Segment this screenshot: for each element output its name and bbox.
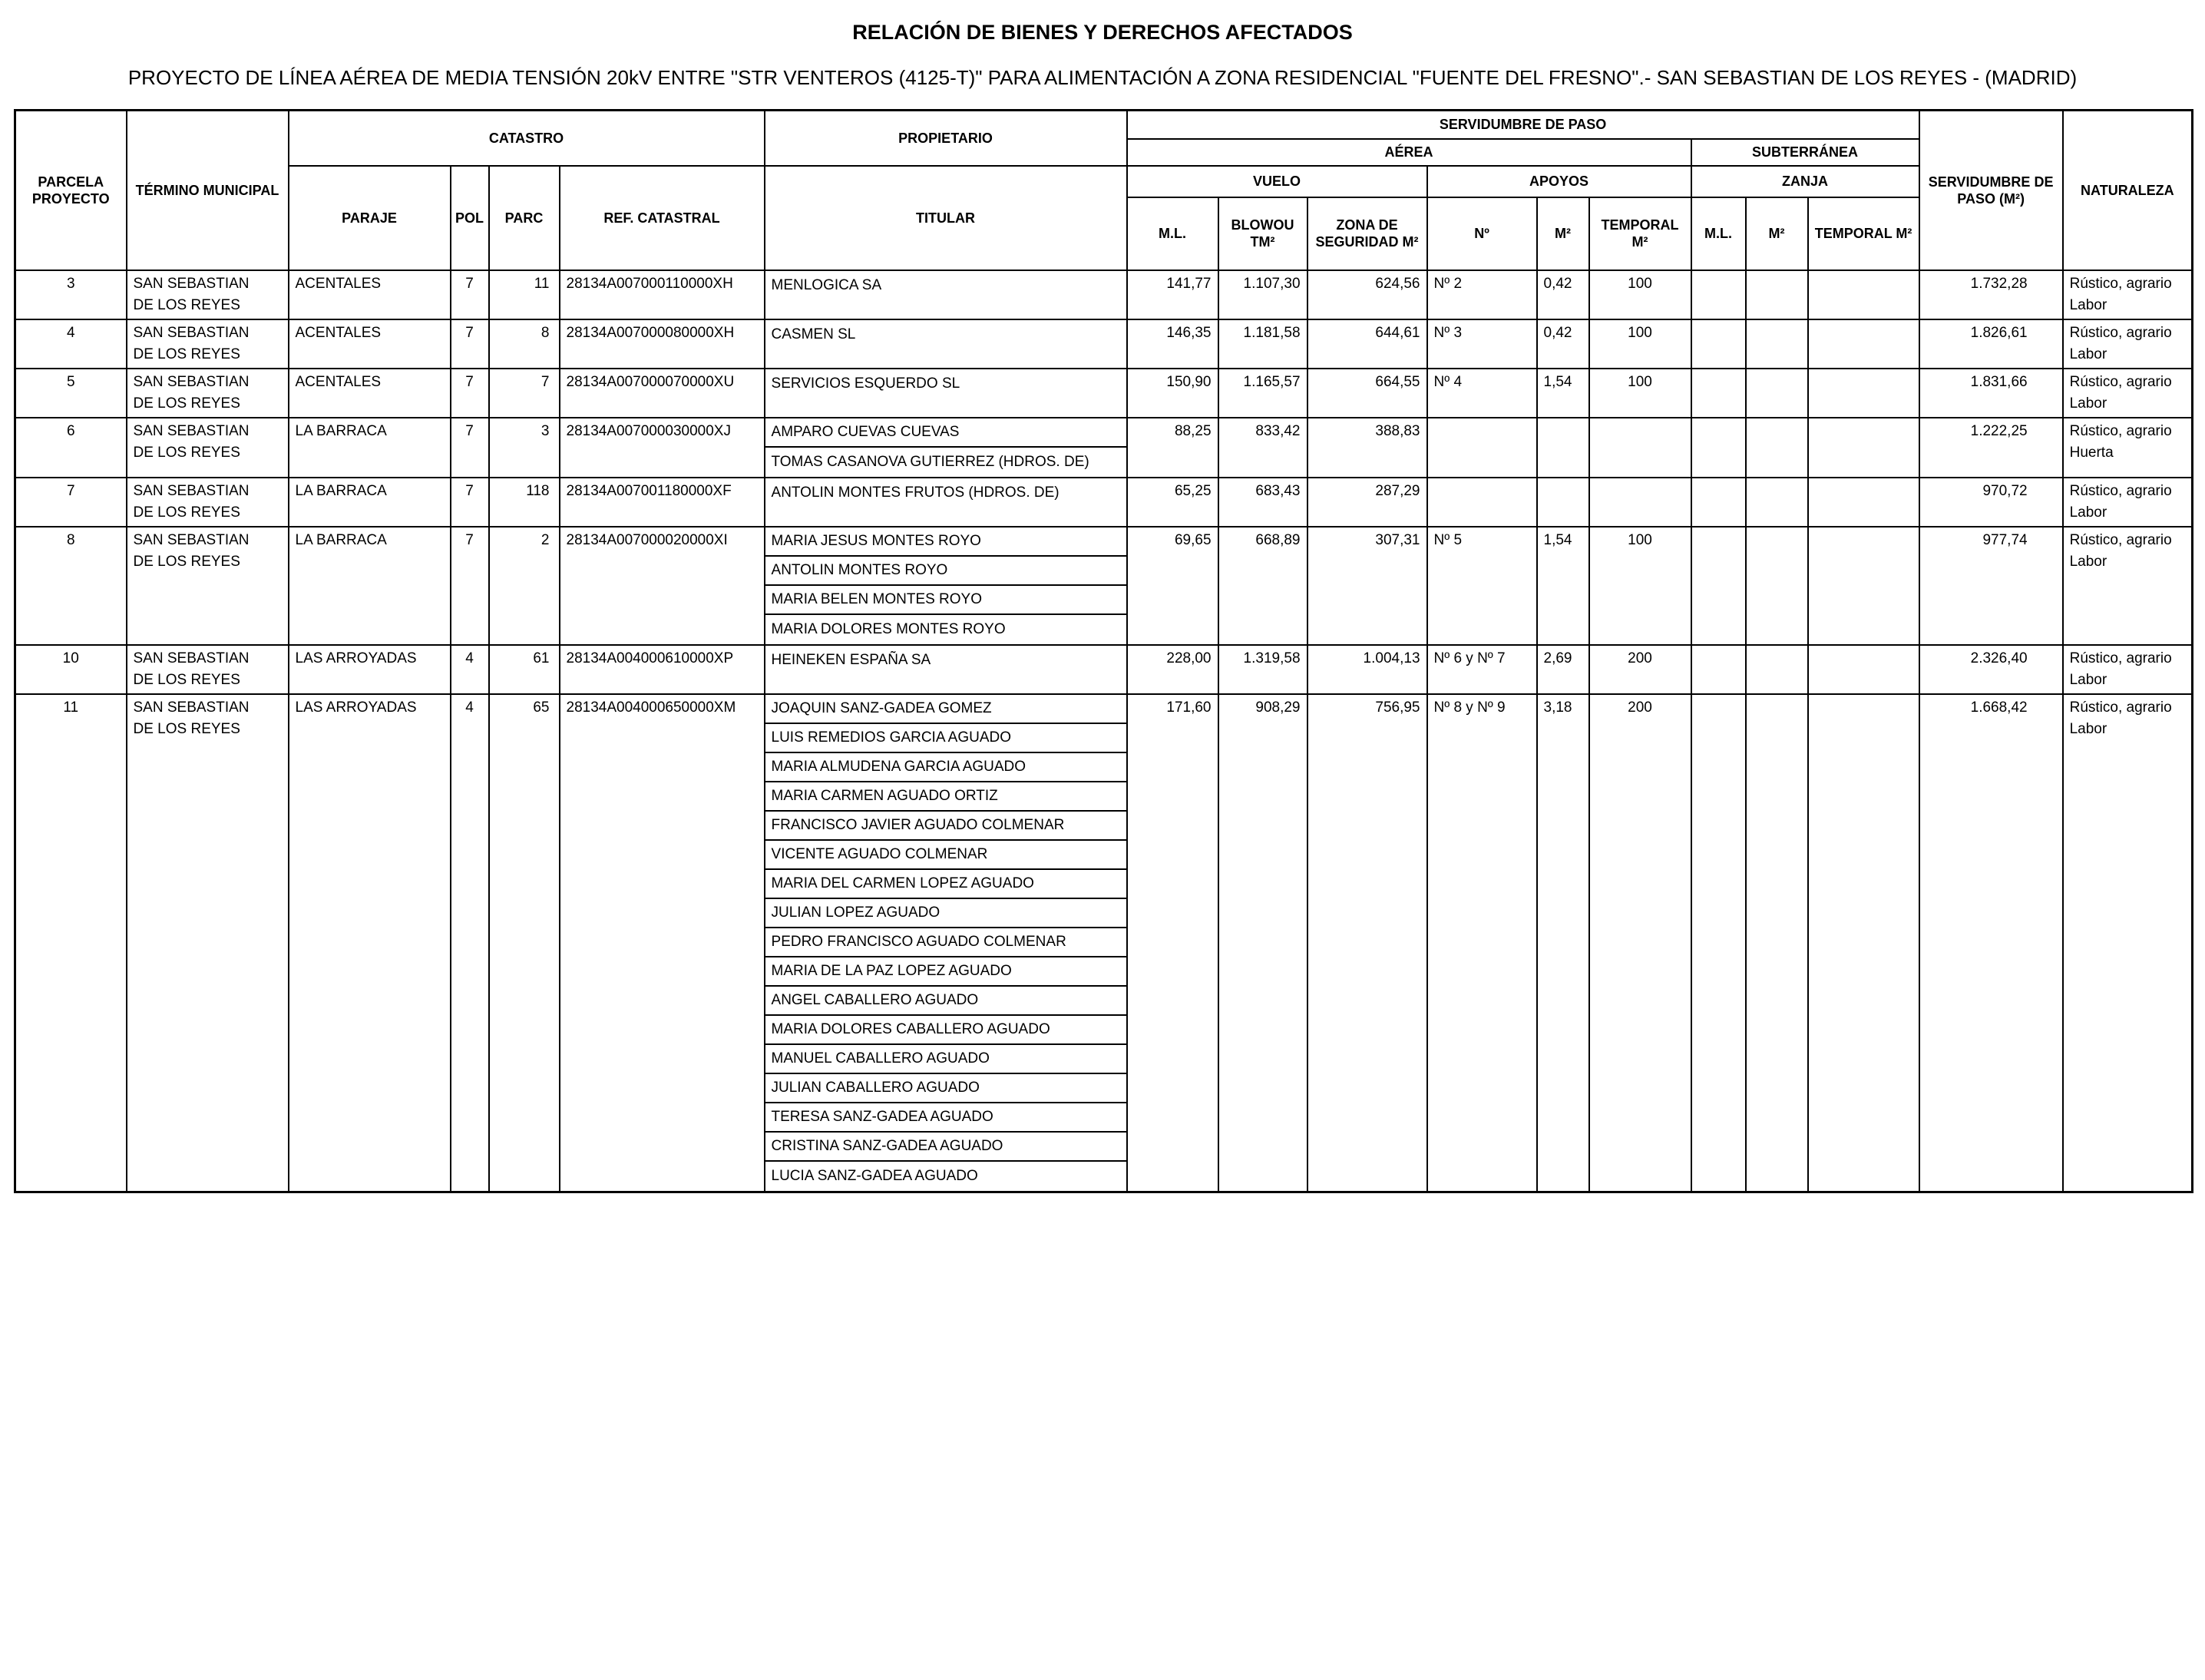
cell-apoyo-num: Nº 2 — [1427, 270, 1537, 319]
cell-zanja-temporal — [1808, 527, 1919, 645]
cell-naturaleza-line: Rústico, agrario — [2069, 422, 2172, 439]
cell-zanja-m2 — [1746, 418, 1808, 478]
cell-naturaleza-line: Labor — [2069, 395, 2107, 412]
cell-parcela: 10 — [15, 645, 127, 694]
cell-pol: 4 — [451, 694, 489, 1192]
cell-paraje: ACENTALES — [289, 319, 451, 369]
cell-titular — [765, 694, 1127, 1192]
cell-termino-municipal-line: DE LOS REYES — [133, 671, 240, 688]
cell-zanja-temporal — [1808, 369, 1919, 418]
cell-naturaleza-line: Rústico, agrario — [2069, 650, 2172, 666]
cell-servidumbre-paso: 970,72 — [1919, 478, 2063, 527]
cell-zanja-m2 — [1746, 270, 1808, 319]
affected-properties-table — [14, 109, 2193, 1193]
cell-termino-municipal — [127, 319, 289, 369]
parcel-row — [15, 645, 2193, 694]
cell-parc: 11 — [489, 270, 560, 319]
cell-parcela: 5 — [15, 369, 127, 418]
cell-naturaleza-line: Rústico, agrario — [2069, 275, 2172, 292]
cell-naturaleza-line: Labor — [2069, 671, 2107, 688]
titular-name: AMPARO CUEVAS CUEVAS — [765, 418, 1126, 448]
cell-ref-catastral: 28134A007000070000XU — [560, 369, 765, 418]
cell-termino-municipal-line: SAN SEBASTIAN — [133, 422, 250, 439]
cell-apoyo-num: Nº 5 — [1427, 527, 1537, 645]
titular-name: ANTOLIN MONTES ROYO — [765, 557, 1126, 586]
cell-parc: 2 — [489, 527, 560, 645]
cell-termino-municipal — [127, 694, 289, 1192]
cell-termino-municipal — [127, 369, 289, 418]
cell-termino-municipal-line: SAN SEBASTIAN — [133, 373, 250, 390]
cell-termino-municipal-line: DE LOS REYES — [133, 553, 240, 570]
cell-parcela: 8 — [15, 527, 127, 645]
cell-termino-municipal — [127, 270, 289, 319]
cell-zona-seguridad: 756,95 — [1307, 694, 1427, 1192]
titular-name: LUIS REMEDIOS GARCIA AGUADO — [765, 724, 1126, 753]
header-ml: M.L. — [1127, 197, 1218, 270]
cell-vuelo-tm2: 1.165,57 — [1218, 369, 1307, 418]
cell-servidumbre-paso: 1.222,25 — [1919, 418, 2063, 478]
parcel-row — [15, 418, 2193, 478]
cell-termino-municipal-line: SAN SEBASTIAN — [133, 650, 250, 666]
cell-pol: 7 — [451, 478, 489, 527]
header-zanja-ml: M.L. — [1691, 197, 1746, 270]
cell-zona-seguridad: 1.004,13 — [1307, 645, 1427, 694]
cell-naturaleza — [2063, 270, 2193, 319]
header-zanja: ZANJA — [1691, 166, 1919, 197]
cell-naturaleza-line: Rústico, agrario — [2069, 699, 2172, 716]
titular-name: SERVICIOS ESQUERDO SL — [771, 375, 960, 392]
cell-ml: 150,90 — [1127, 369, 1218, 418]
cell-apoyo-m2: 1,54 — [1537, 369, 1589, 418]
cell-parcela: 4 — [15, 319, 127, 369]
cell-termino-municipal-line: SAN SEBASTIAN — [133, 482, 250, 499]
titular-name: MARIA DEL CARMEN LOPEZ AGUADO — [765, 870, 1126, 899]
header-parc: PARC — [489, 166, 560, 270]
cell-parc: 8 — [489, 319, 560, 369]
header-parcela-proyecto: PARCELA PROYECTO — [15, 111, 127, 270]
cell-apoyo-m2: 3,18 — [1537, 694, 1589, 1192]
cell-parcela: 3 — [15, 270, 127, 319]
cell-zanja-m2 — [1746, 645, 1808, 694]
cell-ref-catastral: 28134A007001180000XF — [560, 478, 765, 527]
parcel-row — [15, 478, 2193, 527]
cell-servidumbre-paso: 1.732,28 — [1919, 270, 2063, 319]
cell-ref-catastral: 28134A007000020000XI — [560, 527, 765, 645]
titular-name: LUCIA SANZ-GADEA AGUADO — [771, 1167, 978, 1184]
header-aerea: AÉREA — [1127, 139, 1691, 166]
cell-termino-municipal-line: DE LOS REYES — [133, 720, 240, 737]
cell-zona-seguridad: 664,55 — [1307, 369, 1427, 418]
cell-ml: 69,65 — [1127, 527, 1218, 645]
header-catastro: CATASTRO — [289, 111, 765, 166]
cell-termino-municipal-line: DE LOS REYES — [133, 444, 240, 461]
cell-apoyo-m2: 0,42 — [1537, 270, 1589, 319]
cell-vuelo-tm2: 1.319,58 — [1218, 645, 1307, 694]
titular-name: MANUEL CABALLERO AGUADO — [765, 1045, 1126, 1074]
cell-parcela: 6 — [15, 418, 127, 478]
cell-zanja-ml — [1691, 527, 1746, 645]
cell-apoyo-m2: 1,54 — [1537, 527, 1589, 645]
titular-name: MARIA DOLORES CABALLERO AGUADO — [765, 1016, 1126, 1045]
cell-ml: 141,77 — [1127, 270, 1218, 319]
cell-paraje: ACENTALES — [289, 270, 451, 319]
table-body — [15, 270, 2193, 1192]
cell-vuelo-tm2: 668,89 — [1218, 527, 1307, 645]
cell-naturaleza — [2063, 369, 2193, 418]
header-ref-catastral: REF. CATASTRAL — [560, 166, 765, 270]
cell-naturaleza-line: Huerta — [2069, 444, 2114, 461]
titular-name: PEDRO FRANCISCO AGUADO COLMENAR — [765, 928, 1126, 957]
cell-termino-municipal-line: DE LOS REYES — [133, 395, 240, 412]
cell-naturaleza — [2063, 418, 2193, 478]
titular-name: TOMAS CASANOVA GUTIERREZ (HDROS. DE) — [771, 453, 1089, 470]
cell-apoyo-num — [1427, 418, 1537, 478]
header-apoyos: APOYOS — [1427, 166, 1691, 197]
cell-zanja-ml — [1691, 418, 1746, 478]
cell-paraje: ACENTALES — [289, 369, 451, 418]
cell-zanja-ml — [1691, 478, 1746, 527]
cell-ref-catastral: 28134A007000110000XH — [560, 270, 765, 319]
cell-zanja-ml — [1691, 694, 1746, 1192]
cell-zona-seguridad: 624,56 — [1307, 270, 1427, 319]
cell-apoyo-m2 — [1537, 478, 1589, 527]
cell-termino-municipal-line: SAN SEBASTIAN — [133, 324, 250, 341]
cell-termino-municipal-line: DE LOS REYES — [133, 504, 240, 521]
cell-zanja-temporal — [1808, 270, 1919, 319]
cell-apoyo-temporal: 100 — [1589, 369, 1691, 418]
cell-naturaleza — [2063, 694, 2193, 1192]
cell-ref-catastral: 28134A007000030000XJ — [560, 418, 765, 478]
parcel-row — [15, 319, 2193, 369]
header-apoyo-temporal-m2: TEMPORAL M² — [1589, 197, 1691, 270]
titular-name: HEINEKEN ESPAÑA SA — [771, 651, 931, 668]
cell-ml: 146,35 — [1127, 319, 1218, 369]
header-zanja-temporal-m2: TEMPORAL M² — [1808, 197, 1919, 270]
header-apoyo-m2: M² — [1537, 197, 1589, 270]
cell-naturaleza — [2063, 478, 2193, 527]
cell-naturaleza-line: Rústico, agrario — [2069, 482, 2172, 499]
cell-apoyo-m2 — [1537, 418, 1589, 478]
cell-titular — [765, 478, 1127, 527]
cell-titular — [765, 418, 1127, 478]
cell-parcela: 11 — [15, 694, 127, 1192]
titular-name: ANGEL CABALLERO AGUADO — [765, 987, 1126, 1016]
header-zanja-m2: M² — [1746, 197, 1808, 270]
cell-paraje: LAS ARROYADAS — [289, 694, 451, 1192]
cell-apoyo-temporal: 100 — [1589, 527, 1691, 645]
parcel-row — [15, 369, 2193, 418]
titular-name: VICENTE AGUADO COLMENAR — [765, 841, 1126, 870]
cell-servidumbre-paso: 1.826,61 — [1919, 319, 2063, 369]
cell-paraje: LA BARRACA — [289, 478, 451, 527]
titular-name: MARIA BELEN MONTES ROYO — [765, 586, 1126, 615]
header-vuelo-tm2: BLOWOU TM² — [1218, 197, 1307, 270]
cell-apoyo-temporal: 100 — [1589, 319, 1691, 369]
cell-zanja-ml — [1691, 319, 1746, 369]
header-pol: POL — [451, 166, 489, 270]
cell-termino-municipal — [127, 527, 289, 645]
header-titular: TITULAR — [765, 166, 1127, 270]
document-title: RELACIÓN DE BIENES Y DERECHOS AFECTADOS — [852, 21, 1353, 44]
cell-apoyo-temporal: 200 — [1589, 645, 1691, 694]
cell-zona-seguridad: 287,29 — [1307, 478, 1427, 527]
cell-apoyo-num: Nº 3 — [1427, 319, 1537, 369]
cell-termino-municipal — [127, 418, 289, 478]
titular-name: MARIA JESUS MONTES ROYO — [765, 527, 1126, 557]
cell-zanja-m2 — [1746, 694, 1808, 1192]
titular-name: FRANCISCO JAVIER AGUADO COLMENAR — [765, 812, 1126, 841]
cell-zanja-ml — [1691, 369, 1746, 418]
document-subtitle: PROYECTO DE LÍNEA AÉREA DE MEDIA TENSIÓN 20kV ENTRE "STR VENTEROS (4125-T)" PARA ALIMENTACIÓN A ZONA RESIDENCIAL "FUENTE DEL FRESNO".- SAN SEBASTIAN DE LOS REYES - (MADRID) — [127, 66, 2078, 89]
cell-servidumbre-paso: 977,74 — [1919, 527, 2063, 645]
cell-servidumbre-paso: 2.326,40 — [1919, 645, 2063, 694]
cell-paraje: LA BARRACA — [289, 527, 451, 645]
parcel-row — [15, 694, 2193, 1192]
cell-apoyo-temporal — [1589, 478, 1691, 527]
cell-vuelo-tm2: 1.107,30 — [1218, 270, 1307, 319]
cell-zanja-temporal — [1808, 418, 1919, 478]
cell-vuelo-tm2: 833,42 — [1218, 418, 1307, 478]
cell-zanja-m2 — [1746, 527, 1808, 645]
cell-zanja-ml — [1691, 645, 1746, 694]
cell-titular — [765, 369, 1127, 418]
cell-apoyo-num: Nº 8 y Nº 9 — [1427, 694, 1537, 1192]
titular-name: JULIAN LOPEZ AGUADO — [765, 899, 1126, 928]
cell-ml: 228,00 — [1127, 645, 1218, 694]
cell-paraje: LA BARRACA — [289, 418, 451, 478]
cell-apoyo-num: Nº 6 y Nº 7 — [1427, 645, 1537, 694]
cell-pol: 7 — [451, 270, 489, 319]
titular-name: ANTOLIN MONTES FRUTOS (HDROS. DE) — [771, 484, 1060, 501]
cell-termino-municipal-line: SAN SEBASTIAN — [133, 699, 250, 716]
cell-pol: 7 — [451, 369, 489, 418]
cell-zanja-m2 — [1746, 478, 1808, 527]
cell-titular — [765, 645, 1127, 694]
cell-vuelo-tm2: 908,29 — [1218, 694, 1307, 1192]
cell-naturaleza-line: Rústico, agrario — [2069, 531, 2172, 548]
cell-zanja-m2 — [1746, 369, 1808, 418]
cell-titular — [765, 270, 1127, 319]
cell-apoyo-num — [1427, 478, 1537, 527]
parcel-row — [15, 270, 2193, 319]
cell-zanja-ml — [1691, 270, 1746, 319]
cell-parc: 3 — [489, 418, 560, 478]
table-header — [15, 111, 2193, 270]
cell-apoyo-temporal: 100 — [1589, 270, 1691, 319]
cell-naturaleza-line: Labor — [2069, 553, 2107, 570]
cell-apoyo-num: Nº 4 — [1427, 369, 1537, 418]
cell-zanja-m2 — [1746, 319, 1808, 369]
titular-name: TERESA SANZ-GADEA AGUADO — [765, 1103, 1126, 1133]
cell-zona-seguridad: 307,31 — [1307, 527, 1427, 645]
titular-name: MENLOGICA SA — [771, 276, 882, 293]
cell-ml: 88,25 — [1127, 418, 1218, 478]
cell-parc: 7 — [489, 369, 560, 418]
cell-termino-municipal-line: DE LOS REYES — [133, 346, 240, 362]
titular-name: JULIAN CABALLERO AGUADO — [765, 1074, 1126, 1103]
cell-termino-municipal-line: SAN SEBASTIAN — [133, 531, 250, 548]
header-apoyo-num: Nº — [1427, 197, 1537, 270]
cell-pol: 7 — [451, 418, 489, 478]
cell-apoyo-temporal: 200 — [1589, 694, 1691, 1192]
header-naturaleza: NATURALEZA — [2063, 111, 2193, 270]
cell-zona-seguridad: 388,83 — [1307, 418, 1427, 478]
header-propietario: PROPIETARIO — [765, 111, 1127, 166]
cell-parcela: 7 — [15, 478, 127, 527]
cell-parc: 65 — [489, 694, 560, 1192]
cell-naturaleza-line: Labor — [2069, 720, 2107, 737]
cell-naturaleza-line: Labor — [2069, 296, 2107, 313]
titular-name: JOAQUIN SANZ-GADEA GOMEZ — [765, 695, 1126, 724]
cell-termino-municipal-line: DE LOS REYES — [133, 296, 240, 313]
cell-termino-municipal — [127, 478, 289, 527]
cell-zanja-temporal — [1808, 645, 1919, 694]
cell-vuelo-tm2: 683,43 — [1218, 478, 1307, 527]
cell-pol: 4 — [451, 645, 489, 694]
cell-pol: 7 — [451, 527, 489, 645]
header-subterranea: SUBTERRÁNEA — [1691, 139, 1919, 166]
cell-naturaleza — [2063, 645, 2193, 694]
cell-ref-catastral: 28134A007000080000XH — [560, 319, 765, 369]
cell-ref-catastral: 28134A004000610000XP — [560, 645, 765, 694]
cell-zona-seguridad: 644,61 — [1307, 319, 1427, 369]
cell-paraje: LAS ARROYADAS — [289, 645, 451, 694]
cell-naturaleza-line: Labor — [2069, 504, 2107, 521]
titular-name: MARIA DOLORES MONTES ROYO — [771, 620, 1006, 637]
cell-apoyo-temporal — [1589, 418, 1691, 478]
cell-ml: 65,25 — [1127, 478, 1218, 527]
header-termino-municipal: TÉRMINO MUNICIPAL — [127, 111, 289, 270]
cell-naturaleza — [2063, 527, 2193, 645]
cell-naturaleza-line: Rústico, agrario — [2069, 324, 2172, 341]
cell-naturaleza-line: Rústico, agrario — [2069, 373, 2172, 390]
header-paraje: PARAJE — [289, 166, 451, 270]
cell-titular — [765, 527, 1127, 645]
cell-naturaleza — [2063, 319, 2193, 369]
titular-name: MARIA DE LA PAZ LOPEZ AGUADO — [765, 957, 1126, 987]
cell-parc: 118 — [489, 478, 560, 527]
cell-naturaleza-line: Labor — [2069, 346, 2107, 362]
cell-ref-catastral: 28134A004000650000XM — [560, 694, 765, 1192]
cell-apoyo-m2: 0,42 — [1537, 319, 1589, 369]
cell-termino-municipal-line: SAN SEBASTIAN — [133, 275, 250, 292]
cell-termino-municipal — [127, 645, 289, 694]
header-servidumbre-paso-m2: SERVIDUMBRE DE PASO (M²) — [1919, 111, 2063, 270]
cell-titular — [765, 319, 1127, 369]
titular-name: CASMEN SL — [771, 326, 856, 342]
cell-apoyo-m2: 2,69 — [1537, 645, 1589, 694]
titular-name: CRISTINA SANZ-GADEA AGUADO — [765, 1133, 1126, 1162]
parcel-row — [15, 527, 2193, 645]
header-vuelo: VUELO — [1127, 166, 1427, 197]
cell-ml: 171,60 — [1127, 694, 1218, 1192]
cell-servidumbre-paso: 1.668,42 — [1919, 694, 2063, 1192]
cell-zanja-temporal — [1808, 319, 1919, 369]
cell-parc: 61 — [489, 645, 560, 694]
header-zona-seguridad: ZONA DE SEGURIDAD M² — [1307, 197, 1427, 270]
cell-zanja-temporal — [1808, 694, 1919, 1192]
cell-servidumbre-paso: 1.831,66 — [1919, 369, 2063, 418]
titular-name: MARIA ALMUDENA GARCIA AGUADO — [765, 753, 1126, 782]
cell-zanja-temporal — [1808, 478, 1919, 527]
header-servidumbre-de-paso: SERVIDUMBRE DE PASO — [1127, 111, 1919, 139]
cell-pol: 7 — [451, 319, 489, 369]
cell-vuelo-tm2: 1.181,58 — [1218, 319, 1307, 369]
titular-name: MARIA CARMEN AGUADO ORTIZ — [765, 782, 1126, 812]
